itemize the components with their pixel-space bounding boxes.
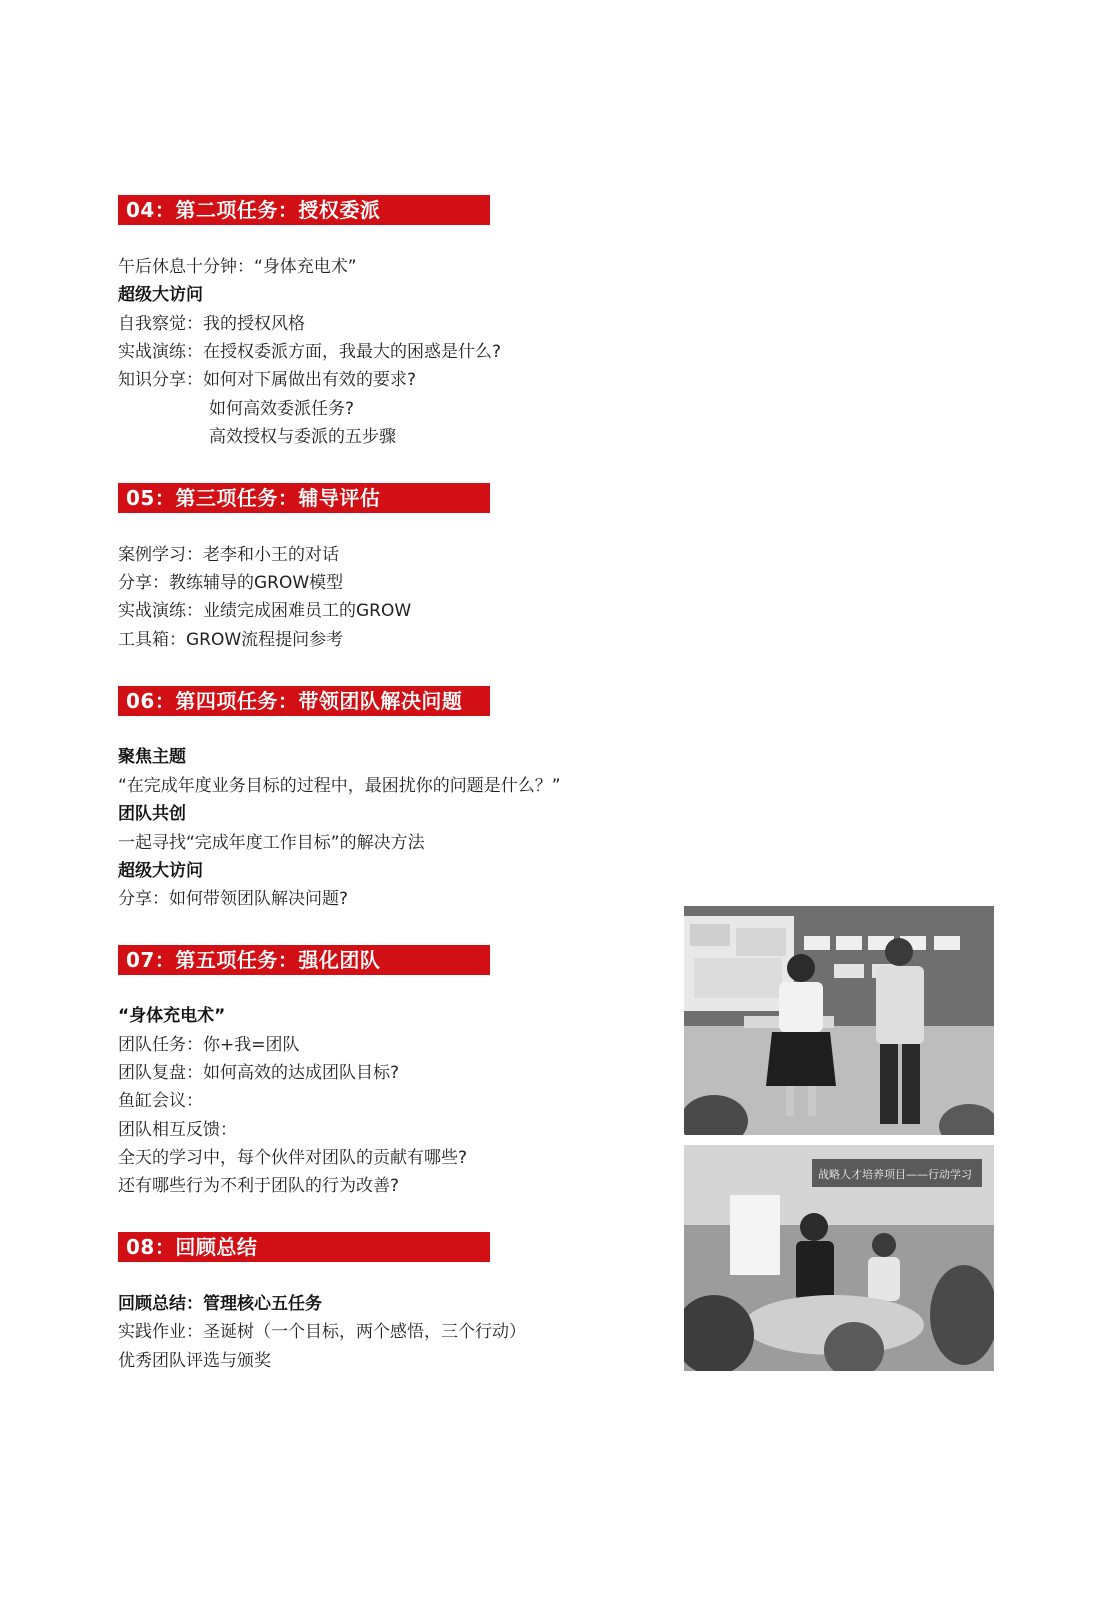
presenters-photo bbox=[684, 906, 994, 1135]
team-discussion-photo bbox=[684, 1145, 994, 1371]
section-05-line-3: 实战演练：业绩完成困难员工的GROW bbox=[118, 601, 412, 621]
section-04-line-2: 超级大访问 bbox=[118, 285, 203, 305]
section-08-line-2: 实践作业：圣诞树（一个目标，两个感悟，三个行动） bbox=[118, 1322, 526, 1342]
section-heading-08: 08：回顾总结 bbox=[118, 1232, 490, 1262]
section-07-line-2: 团队任务：你+我=团队 bbox=[118, 1035, 300, 1055]
section-06-line-5: 超级大访问 bbox=[118, 861, 203, 881]
section-07-line-5: 团队相互反馈： bbox=[118, 1120, 237, 1140]
section-heading-05: 05：第三项任务：辅导评估 bbox=[118, 483, 490, 513]
section-heading-06: 06：第四项任务：带领团队解决问题 bbox=[118, 686, 490, 716]
section-07-line-4: 鱼缸会议： bbox=[118, 1091, 203, 1111]
section-04-line-3: 自我察觉：我的授权风格 bbox=[118, 314, 305, 334]
section-06-line-3: 团队共创 bbox=[118, 804, 186, 824]
section-06-line-4: 一起寻找“完成年度工作目标”的解决方法 bbox=[118, 833, 425, 853]
section-07-line-7: 还有哪些行为不利于团队的行为改善? bbox=[118, 1176, 400, 1196]
photo-banner-text: 战略人才培养项目——行动学习 bbox=[818, 1168, 972, 1181]
section-06-line-1: 聚焦主题 bbox=[118, 747, 186, 767]
section-07-line-3: 团队复盘：如何高效的达成团队目标? bbox=[118, 1063, 400, 1083]
section-06-line-2: “在完成年度业务目标的过程中，最困扰你的问题是什么？” bbox=[118, 776, 561, 796]
section-04-line-5: 知识分享：如何对下属做出有效的要求? bbox=[118, 370, 417, 390]
section-05-line-1: 案例学习：老李和小王的对话 bbox=[118, 545, 339, 565]
section-04-line-1: 午后休息十分钟：“身体充电术” bbox=[118, 257, 357, 277]
section-08-line-1: 回顾总结：管理核心五任务 bbox=[118, 1294, 322, 1314]
section-04-line-4: 实战演练：在授权委派方面，我最大的困惑是什么? bbox=[118, 342, 502, 362]
section-08-line-3: 优秀团队评选与颁奖 bbox=[118, 1351, 271, 1371]
section-05-line-4: 工具箱：GROW流程提问参考 bbox=[118, 630, 344, 650]
section-04-line-6: 如何高效委派任务? bbox=[209, 399, 355, 419]
section-04-line-7: 高效授权与委派的五步骤 bbox=[209, 427, 396, 447]
presenters-illustration bbox=[684, 906, 994, 1135]
section-05-line-2: 分享：教练辅导的GROW模型 bbox=[118, 573, 344, 593]
section-06-line-6: 分享：如何带领团队解决问题? bbox=[118, 889, 349, 909]
section-heading-04: 04：第二项任务：授权委派 bbox=[118, 195, 490, 225]
section-heading-07: 07：第五项任务：强化团队 bbox=[118, 945, 490, 975]
section-07-line-1: “身体充电术” bbox=[118, 1006, 226, 1026]
section-07-line-6: 全天的学习中，每个伙伴对团队的贡献有哪些? bbox=[118, 1148, 468, 1168]
